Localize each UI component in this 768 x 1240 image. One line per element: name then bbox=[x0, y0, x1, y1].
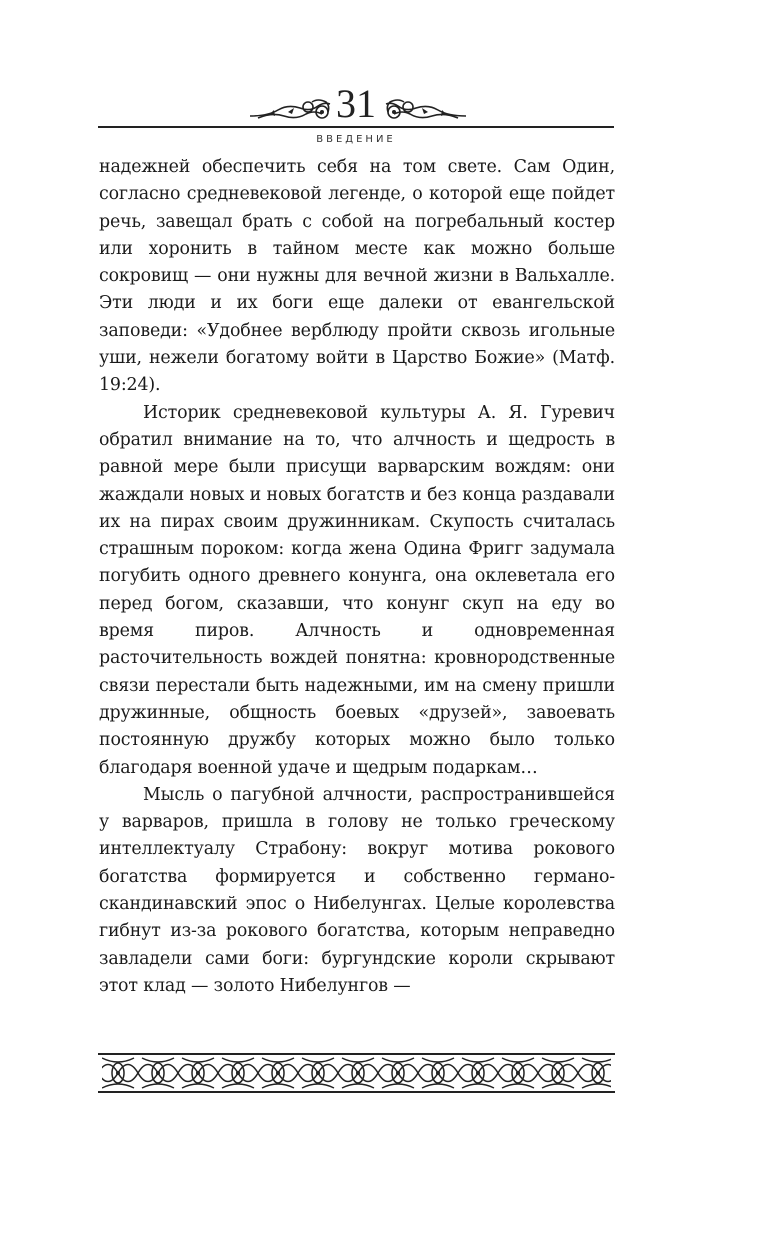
knotwork-ornament-right-icon bbox=[384, 98, 468, 122]
running-head: ВВЕДЕНИЕ bbox=[316, 134, 396, 145]
body-text bbox=[99, 154, 615, 1000]
knotwork-ornament-left-icon bbox=[248, 98, 332, 122]
page-number: 31 bbox=[336, 81, 376, 126]
header-rule bbox=[98, 126, 614, 128]
paragraph: Мысль о пагубной алчности, распространившейся у варваров, пришла в голову не только греческому интеллектуалу Страбону: вокруг мотива рокового богатства формируется и собственно германо-скандинавский эпос о Нибелунгах. Целые королевства гибнут из-за рокового богатства, которым неправедно завладели сами боги: бургундские короли скрывают этот клад — золото Нибелунгов — bbox=[99, 784, 615, 996]
paragraph: Историк средневековой культуры А. Я. Гуревич обратил внимание на то, что алчность и щедрость в равной мере были присущи варварским вождям: они жаждали новых и новых богатств и без конца раздавали их на пирах своим дружинникам. Скупость считалась страшным пороком: когда жена Одина Фригг задумала погубить одного древнего конунга, она оклеветала его перед богом, сказавши, что конунг скуп на еду во время пиров. Алчность и одновременная расточительность вождей понятна: кровнородственные связи перестали быть надежными, им на смену пришли дружинные, общность боевых «друзей», завоевать постоянную дружбу которых можно было только благодаря военной удаче и щедрым подаркам… bbox=[99, 402, 615, 778]
interlace-border-icon bbox=[98, 1052, 615, 1094]
page-header bbox=[98, 81, 614, 154]
paragraph: надежней обеспечить себя на том свете. Сам Один, согласно средневековой легенде, о которой еще пойдет речь, завещал брать с собой на погребальный костер или хоронить в тайном месте как можно больше сокровищ — они нужны для вечной жизни в Вальхалле. Эти люди и их боги еще далеки от евангельской заповеди: «Удобнее верблюду пройти сквозь игольные уши, нежели богатому войти в Царство Божие» (Матф. 19:24). bbox=[99, 157, 615, 396]
